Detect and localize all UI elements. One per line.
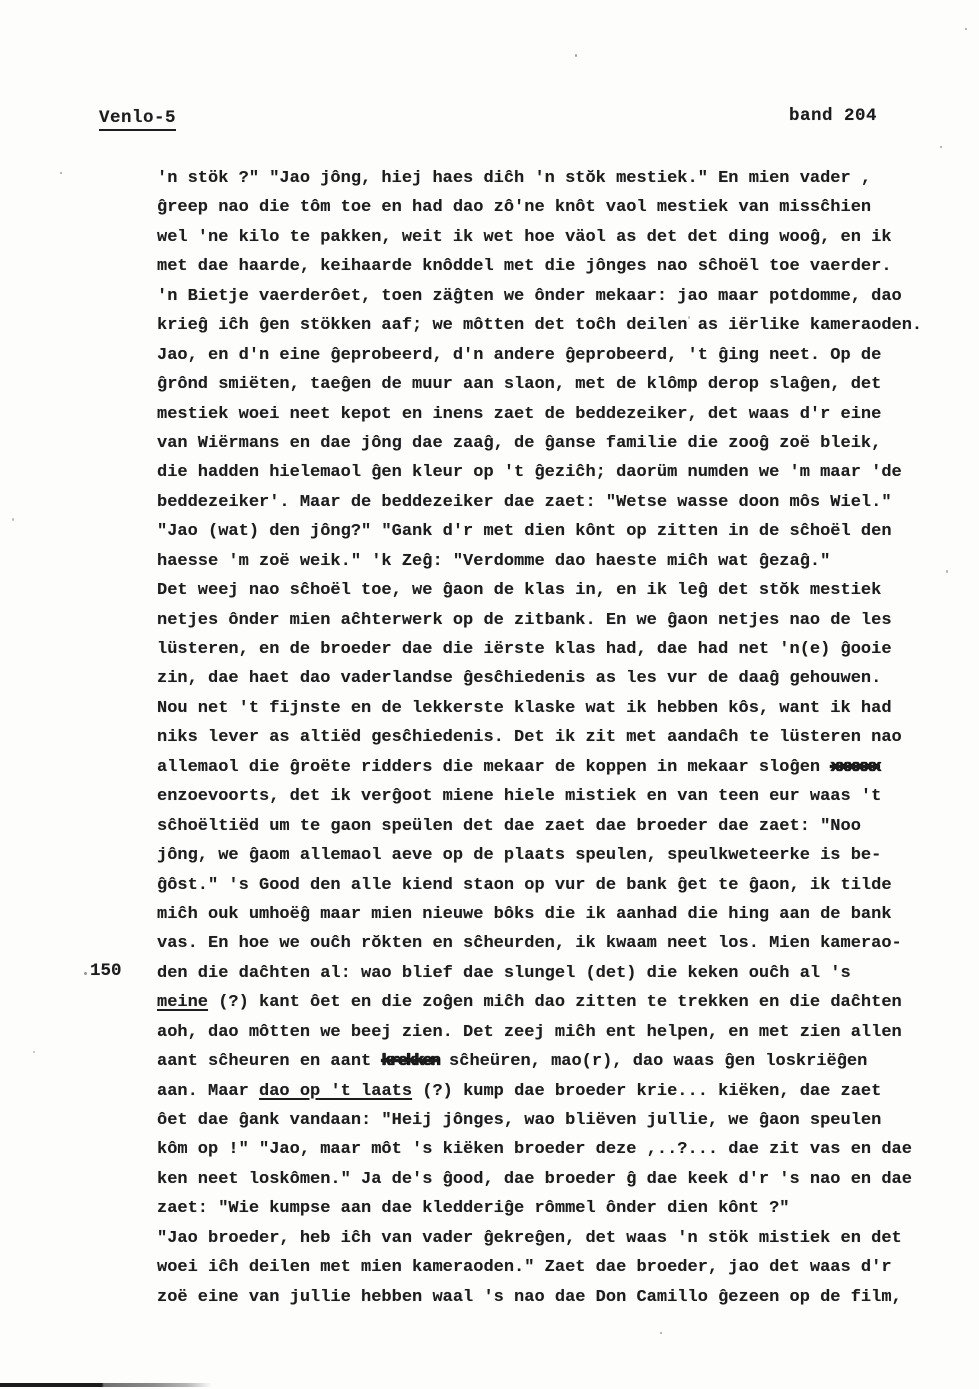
text-line: ĝreep nao die tôm toe en had dao zô'ne knôt vaol mestiek van missĉhien [157,198,872,218]
scan-speck [965,28,967,30]
text-line: ĝôst." 's Good den alle kiend staon op vur de bank ĝet te ĝaon, ik tilde [157,875,892,895]
text-line: miĉh ouk umhoëĝ maar mien nieuwe bôks die ik aanhad die hing aan de bank [157,904,892,924]
transcription-text [157,164,927,1312]
page-title: Venlo-5 [99,108,176,131]
text-line: ĝrônd smiëten, taeĝen de muur aan slaon, met de klômp derop slaĝen, det [157,375,882,395]
text-line: jông, we ĝaom allemaol aeve op de plaats speulen, speulkweteerke is be- [157,846,882,866]
text-line: zin, dae haet dao vaderlandse ĝesĉhiedenis as les vur de daaĝ gehouwen. [157,669,882,689]
text-line: sĉhoëltiëd um te gaon speülen det dae zaet dae broeder dae zaet: "Noo [157,816,861,836]
text-line: aan. Maar dao op 't laats (?) kump dae broeder krie... kiëken, dae zaet [157,1081,882,1101]
text-line: woei iĉh deilen met mien kameraoden." Zaet dae broeder, jao det waas d'r [157,1258,892,1278]
text-line: meine (?) kant ôet en die zoĝen miĉh dao zitten te trekken en die daĉhten [157,993,902,1013]
text-line: ken neet loskômen." Ja de's ĝood, dae broeder ĝ dae keek d'r 's nao en dae [157,1169,912,1189]
text-line: "Jao (wat) den jông?" "Gank d'r met dien kônt op zitten in de sĉhoël den [157,522,892,542]
scan-speck [12,518,14,521]
scan-speck [60,172,62,174]
text-line: den die daĉhten al: wao blief dae slungel (det) die keken ouĉh al 's [157,963,851,983]
text-line: ôet dae ĝank vandaan: "Heij jônges, wao bliëven jullie, we ĝaon speulen [157,1111,882,1130]
scan-speck [84,972,87,975]
scan-speck [575,54,577,57]
text-line: 'n Bietje vaerderôet, toen zäĝten we ônder mekaar: jao maar potdomme, dao [157,286,902,306]
text-line: netjes ônder mien aĉhterwerk op de zitbank. En we ĝaon netjes nao de les [157,610,892,630]
text-line: aoh, dao môtten we beej zien. Det zeej miĉh ent helpen, en met zien allen [157,1022,902,1042]
text-line: aant sĉheuren en aant krekken sĉheüren, mao(r), dao waas ĝen loskriëĝen [157,1052,868,1072]
text-line: vas. En hoe we ouĉh rŏkten en sĉheurden, ik kwaam neet los. Mien kamerao- [157,934,902,954]
text-line: Nou net 't fijnste en de lekkerste klaske wat ik hebben kôs, want ik had [157,698,892,718]
text-line: "Jao broeder, heb iĉh van vader ĝekreĝen, det waas 'n stök mistiek en det [157,1228,902,1248]
text-line: niks lever as altiëd gesĉhiedenis. Det ik zit met aandaĉh te lüsteren nao [157,728,902,748]
line-number-150: 150 [90,961,122,981]
scan-speck [33,1051,35,1053]
text-line: kôm op !" "Jao, maar môt 's kiëken broeder deze ,..?... dae zit vas en dae [157,1140,912,1160]
text-line: beddezeiker'. Maar de beddezeiker dae zaet: "Wetse wasse doon môs Wiel." [157,492,892,512]
scan-speck [660,1332,662,1334]
text-line: allemaol die ĝroëte ridders die mekaar de koppen in mekaar sloĝen xxxxxx [157,757,880,777]
text-line: enzoevoorts, det ik verĝoot miene hiele mistiek en van teen eur waas 't [157,787,882,807]
text-line: Det weej nao sĉhoël toe, we ĝaon de klas in, en ik leĝ det stŏk mestiek [157,581,882,601]
text-line: Jao, en d'n eine ĝeprobeerd, d'n andere ĝeprobeerd, 't ĝing neet. Op de [157,345,882,365]
scan-speck [946,570,948,573]
scan-artifact-line [0,1383,212,1387]
text-line: wel 'ne kilo te pakken, weit ik wet hoe väol as det det ding wooĝ, en ik [157,227,892,247]
text-line: krieĝ iĉh ĝen stökken aaf; we môtten det toĉh deilen as iërlike kameraoden. [157,316,923,336]
scan-speck [688,316,690,319]
text-line: haesse 'm zoë weik." 'k Zeĝ: "Verdomme dao haeste miĉh wat ĝezaĝ." [157,551,831,571]
band-number: band 204 [789,106,878,126]
text-line: die hadden hielemaol ĝen kleur op 't ĝeziĉh; daorüm numden we 'm maar 'de [157,463,902,483]
text-line: van Wiërmans en dae jông dae zaaĝ, de ĝanse familie die zooĝ zoë bleik, [157,433,882,453]
text-line: met dae haarde, keihaarde knôddel met die jônges nao sĉhoël toe vaerder. [157,257,892,277]
text-line: mestiek woei neet kepot en inens zaet de beddezeiker, det waas d'r eine [157,404,882,424]
scan-speck [940,146,942,148]
text-line: zaet: "Wie kumpse aan dae kledderiĝe rômmel ônder dien kônt ?" [157,1199,790,1219]
text-line: zoë eine van jullie hebben waal 's nao dae Don Camillo ĝezeen op de film, [157,1287,902,1307]
text-line: lüsteren, en de broeder dae die iërste klas had, dae had net 'n(e) ĝooie [157,640,892,659]
text-line: 'n stök ?" "Jao jông, hiej haes diĉh 'n stŏk mestiek." En mien vader , [157,169,872,188]
